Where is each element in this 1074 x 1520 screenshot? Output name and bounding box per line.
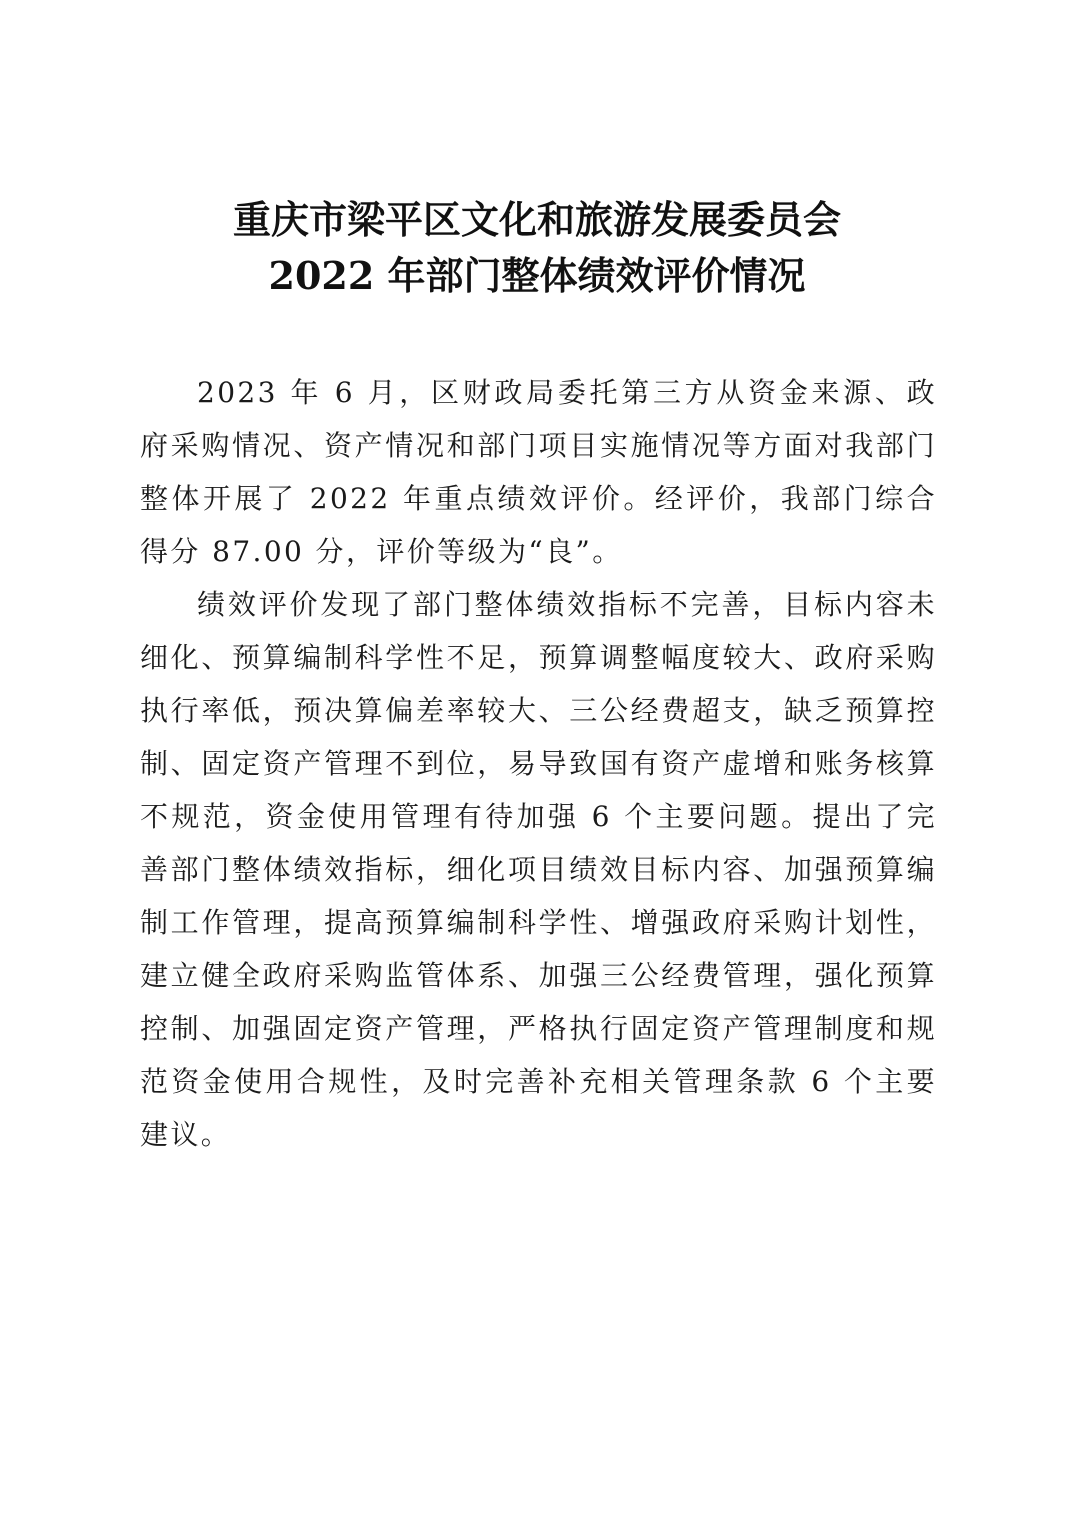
paragraph-2: 绩效评价发现了部门整体绩效指标不完善，目标内容未细化、预算编制科学性不足，预算调整幅度较大、政府采购执行率低，预决算偏差率较大、三公经费超支，缺乏预算控制、固定资产管理不到位，易导致国有资产虚增和账务核算不规范，资金使用管理有待加强 6 个主要问题。提出了完善部门整体绩效指标，细化项目绩效目标内容、加强预算编制工作管理，提高预算编制科学性、增强政府采购计划性，建立健全政府采购监管体系、加强三公经费管理，强化预算控制、加强固定资产管理，严格执行固定资产管理制度和规范资金使用合规性，及时完善补充相关管理条款 6 个主要建议。 bbox=[140, 588, 937, 1151]
title-line-1: 重庆市梁平区文化和旅游发展委员会 bbox=[232, 197, 841, 242]
paragraph-1: 2023 年 6 月，区财政局委托第三方从资金来源、政府采购情况、资产情况和部门项目实施情况等方面对我部门整体开展了 2022 年重点绩效评价。经评价，我部门综合得分 87.00 分，评价等级为“良”。 bbox=[140, 376, 937, 568]
document-body bbox=[140, 366, 937, 1161]
document-title bbox=[0, 192, 1074, 304]
title-line-2: 2022 年部门整体绩效评价情况 bbox=[268, 253, 806, 298]
